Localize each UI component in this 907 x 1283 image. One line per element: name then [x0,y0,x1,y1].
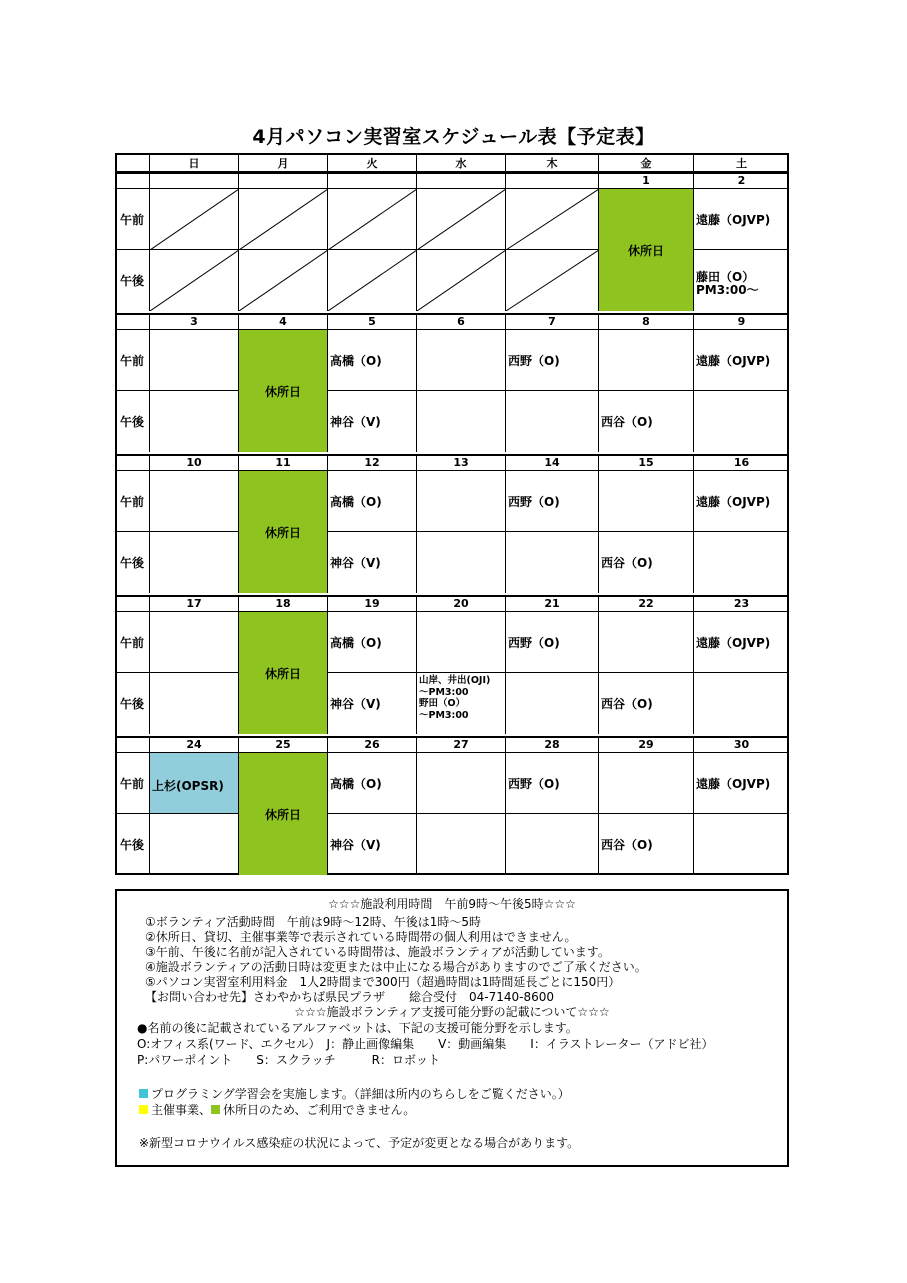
schedule-cell-pm[interactable] [694,673,789,734]
closed-day-cell[interactable]: 休所日 [239,330,328,452]
header-corner [117,155,150,172]
empty-cell[interactable] [239,250,328,311]
rule-4: ④施設ボランティアの活動日時は変更または中止になる場合がありますのでご了承ください。 [145,960,647,974]
date-number: 15 [599,455,694,471]
diagonal-strike [150,250,239,311]
notes-panel [115,889,789,1167]
contact-info: 【お問い合わせ先】さわやかちば県民プラザ 総合受付 04-7140-8600 [145,990,555,1004]
empty-cell[interactable] [417,250,506,311]
date-row-label [117,455,150,471]
date-number: 1 [599,173,694,189]
schedule-cell-am[interactable]: 西野（O) [506,753,599,814]
diagonal-strike [239,189,328,250]
diagonal-line [417,250,506,311]
date-number: 29 [599,737,694,753]
schedule-cell-am[interactable] [417,471,506,532]
date-number: 24 [150,737,239,753]
diagonal-line [328,250,417,311]
date-number: 10 [150,455,239,471]
schedule-cell-pm[interactable] [417,814,506,875]
diagonal-strike [328,189,417,250]
date-number: 12 [328,455,417,471]
schedule-cell-am[interactable]: 西野（O) [506,471,599,532]
date-number: 13 [417,455,506,471]
support-line-1: ●名前の後に記載されているアルファベットは、下記の支援可能分野を示します。 [137,1021,578,1035]
closed-day-cell[interactable]: 休所日 [239,612,328,734]
schedule-cell-am[interactable] [417,612,506,673]
date-number [328,173,417,189]
date-number: 11 [239,455,328,471]
schedule-cell-pm[interactable] [150,391,239,452]
date-number: 5 [328,314,417,330]
empty-cell[interactable] [239,189,328,250]
closed-day-cell[interactable]: 休所日 [239,471,328,593]
diagonal-strike [417,250,506,311]
diagonal-line [239,250,328,311]
schedule-cell-pm[interactable]: 藤田（O） PM3:00〜 [696,270,759,297]
page-title: 4月パソコン実習室スケジュール表【予定表】 [252,126,655,148]
date-number: 4 [239,314,328,330]
rule-1: ①ボランティア活動時間 午前は9時〜12時、午後は1時〜5時 [145,915,481,929]
closed-day-cell[interactable]: 休所日 [599,189,694,311]
rule-2: ②休所日、貸切、主催事業等で表示されている時間帯の個人利用はできません。 [145,930,577,944]
diagonal-strike [506,250,599,311]
period-label-am: 午前 [117,612,150,673]
legend-programming: プログラミング学習会を実施します。（詳細は所内のちらしをご覧ください。） [139,1087,570,1101]
schedule-cell-am[interactable] [417,753,506,814]
schedule-cell-pm[interactable]: 西谷（O) [599,532,694,593]
date-number: 28 [506,737,599,753]
schedule-cell-am[interactable] [599,330,694,391]
date-number: 30 [694,737,789,753]
date-number: 3 [150,314,239,330]
date-number: 17 [150,596,239,612]
schedule-cell-am[interactable]: 遠藤（OJVP) [694,612,789,673]
schedule-cell-am[interactable]: 遠藤（OJVP) [694,471,789,532]
empty-cell[interactable] [150,250,239,311]
schedule-cell-am[interactable] [599,612,694,673]
schedule-cell-am[interactable] [150,612,239,673]
schedule-cell-am[interactable] [417,330,506,391]
hours-heading: ☆☆☆施設利用時間 午前9時〜午後5時☆☆☆ [328,897,576,911]
schedule-cell-pm[interactable] [150,673,239,734]
date-number: 27 [417,737,506,753]
schedule-cell-pm[interactable] [150,532,239,593]
diagonal-line [150,189,239,250]
weekday-header: 土 [694,155,789,172]
schedule-cell-am[interactable]: 上杉(OPSR) [150,753,239,814]
period-label-pm: 午後 [117,391,150,452]
schedule-cell-am[interactable]: 高橋（O) [328,471,417,532]
schedule-cell-pm[interactable]: 神谷（V) [328,814,417,875]
schedule-cell-pm[interactable] [694,391,789,452]
programming-color-square [139,1089,148,1098]
closed-day-color-square [211,1105,220,1114]
diagonal-strike [328,250,417,311]
empty-cell[interactable] [328,250,417,311]
date-number: 14 [506,455,599,471]
schedule-cell-pm[interactable]: 神谷（V) [328,391,417,452]
empty-cell[interactable] [506,250,599,311]
schedule-cell-pm[interactable] [506,814,599,875]
date-number: 7 [506,314,599,330]
schedule-cell-am[interactable]: 西野（O) [506,330,599,391]
schedule-cell-am[interactable]: 西野（O) [506,612,599,673]
covid-note: ※新型コロナウイルス感染症の状況によって、予定が変更となる場合があります。 [139,1136,580,1150]
schedule-cell-am[interactable] [599,753,694,814]
schedule-cell-am[interactable]: 高橋（O) [328,612,417,673]
period-label-pm: 午後 [117,532,150,593]
rule-3: ③午前、午後に名前が記入されている時間帯は、施設ボランティアが活動しています。 [145,945,610,959]
schedule-cell-pm[interactable]: 西谷（O) [599,673,694,734]
diagonal-line [506,189,599,250]
date-number: 25 [239,737,328,753]
schedule-cell-am[interactable]: 遠藤（OJVP) [694,330,789,391]
date-number: 20 [417,596,506,612]
period-label-am: 午前 [117,330,150,391]
weekday-header: 月 [239,155,328,172]
date-number: 22 [599,596,694,612]
schedule-cell-am[interactable]: 遠藤（OJVP) [694,753,789,814]
date-row-label [117,173,150,189]
date-number [506,173,599,189]
schedule-cell-am[interactable]: 高橋（O) [328,753,417,814]
date-number [150,173,239,189]
legend-unavailable: 主催事業、 休所日のため、ご利用できません。 [139,1103,415,1117]
date-number: 26 [328,737,417,753]
date-number: 19 [328,596,417,612]
period-label-am: 午前 [117,753,150,814]
date-number: 18 [239,596,328,612]
rule-5: ⑤パソコン実習室利用料金 1人2時間まで300円（超過時間は1時間延長ごとに150円） [145,975,621,989]
weekday-header: 火 [328,155,417,172]
date-number: 23 [694,596,789,612]
period-label-pm: 午後 [117,814,150,875]
schedule-cell-am[interactable]: 高橋（O) [328,330,417,391]
schedule-cell-pm[interactable]: 西谷（O) [599,391,694,452]
closed-day-cell[interactable]: 休所日 [239,753,328,875]
schedule-cell-pm[interactable] [150,814,239,875]
schedule-cell-am[interactable] [150,330,239,391]
diagonal-strike [417,189,506,250]
date-number: 16 [694,455,789,471]
schedule-cell-pm[interactable] [417,532,506,593]
schedule-cell-pm[interactable] [506,673,599,734]
schedule-cell-am[interactable] [599,471,694,532]
diagonal-strike [150,189,239,250]
weekday-header: 日 [150,155,239,172]
schedule-cell-pm[interactable]: 山岸、井出(OJI) 〜PM3:00 野田（O） 〜PM3:00 [417,673,506,734]
schedule-cell-pm[interactable] [506,532,599,593]
empty-cell[interactable] [328,189,417,250]
date-number [239,173,328,189]
schedule-cell-pm[interactable] [694,532,789,593]
empty-cell[interactable] [506,189,599,250]
date-number: 6 [417,314,506,330]
schedule-cell-pm[interactable]: 神谷（V) [328,532,417,593]
weekday-header: 金 [599,155,694,172]
schedule-cell-pm[interactable] [417,391,506,452]
date-number: 21 [506,596,599,612]
empty-cell[interactable] [150,189,239,250]
date-number [417,173,506,189]
period-label-pm: 午後 [117,250,150,311]
date-row-label [117,314,150,330]
diagonal-strike [506,189,599,250]
main-event-color-square [139,1105,148,1114]
date-number: 8 [599,314,694,330]
diagonal-line [328,189,417,250]
diagonal-strike [239,250,328,311]
schedule-cell-pm[interactable] [694,814,789,875]
schedule-cell-am[interactable] [150,471,239,532]
schedule-cell-am[interactable]: 遠藤（OJVP) [694,189,789,250]
empty-cell[interactable] [417,189,506,250]
diagonal-line [150,250,239,311]
diagonal-line [239,189,328,250]
weekday-header: 木 [506,155,599,172]
schedule-calendar [115,153,789,875]
weekday-header: 水 [417,155,506,172]
period-label-pm: 午後 [117,673,150,734]
support-heading: ☆☆☆施設ボランティア支援可能分野の記載について☆☆☆ [294,1005,610,1019]
diagonal-line [417,189,506,250]
schedule-cell-pm[interactable]: 神谷（V) [328,673,417,734]
period-label-am: 午前 [117,471,150,532]
support-line-3: P:パワーポイント S：スクラッチ R：ロボット [137,1053,440,1067]
date-number: 2 [694,173,789,189]
date-number: 9 [694,314,789,330]
period-label-am: 午前 [117,189,150,250]
date-row-label [117,737,150,753]
schedule-cell-pm[interactable] [506,391,599,452]
date-row-label [117,596,150,612]
support-line-2: O:オフィス系(ワード、エクセル） J：静止画像編集 V：動画編集 I：イラストレーター（アドビ社） [137,1037,714,1051]
schedule-cell-pm[interactable]: 西谷（O) [599,814,694,875]
diagonal-line [506,250,599,311]
